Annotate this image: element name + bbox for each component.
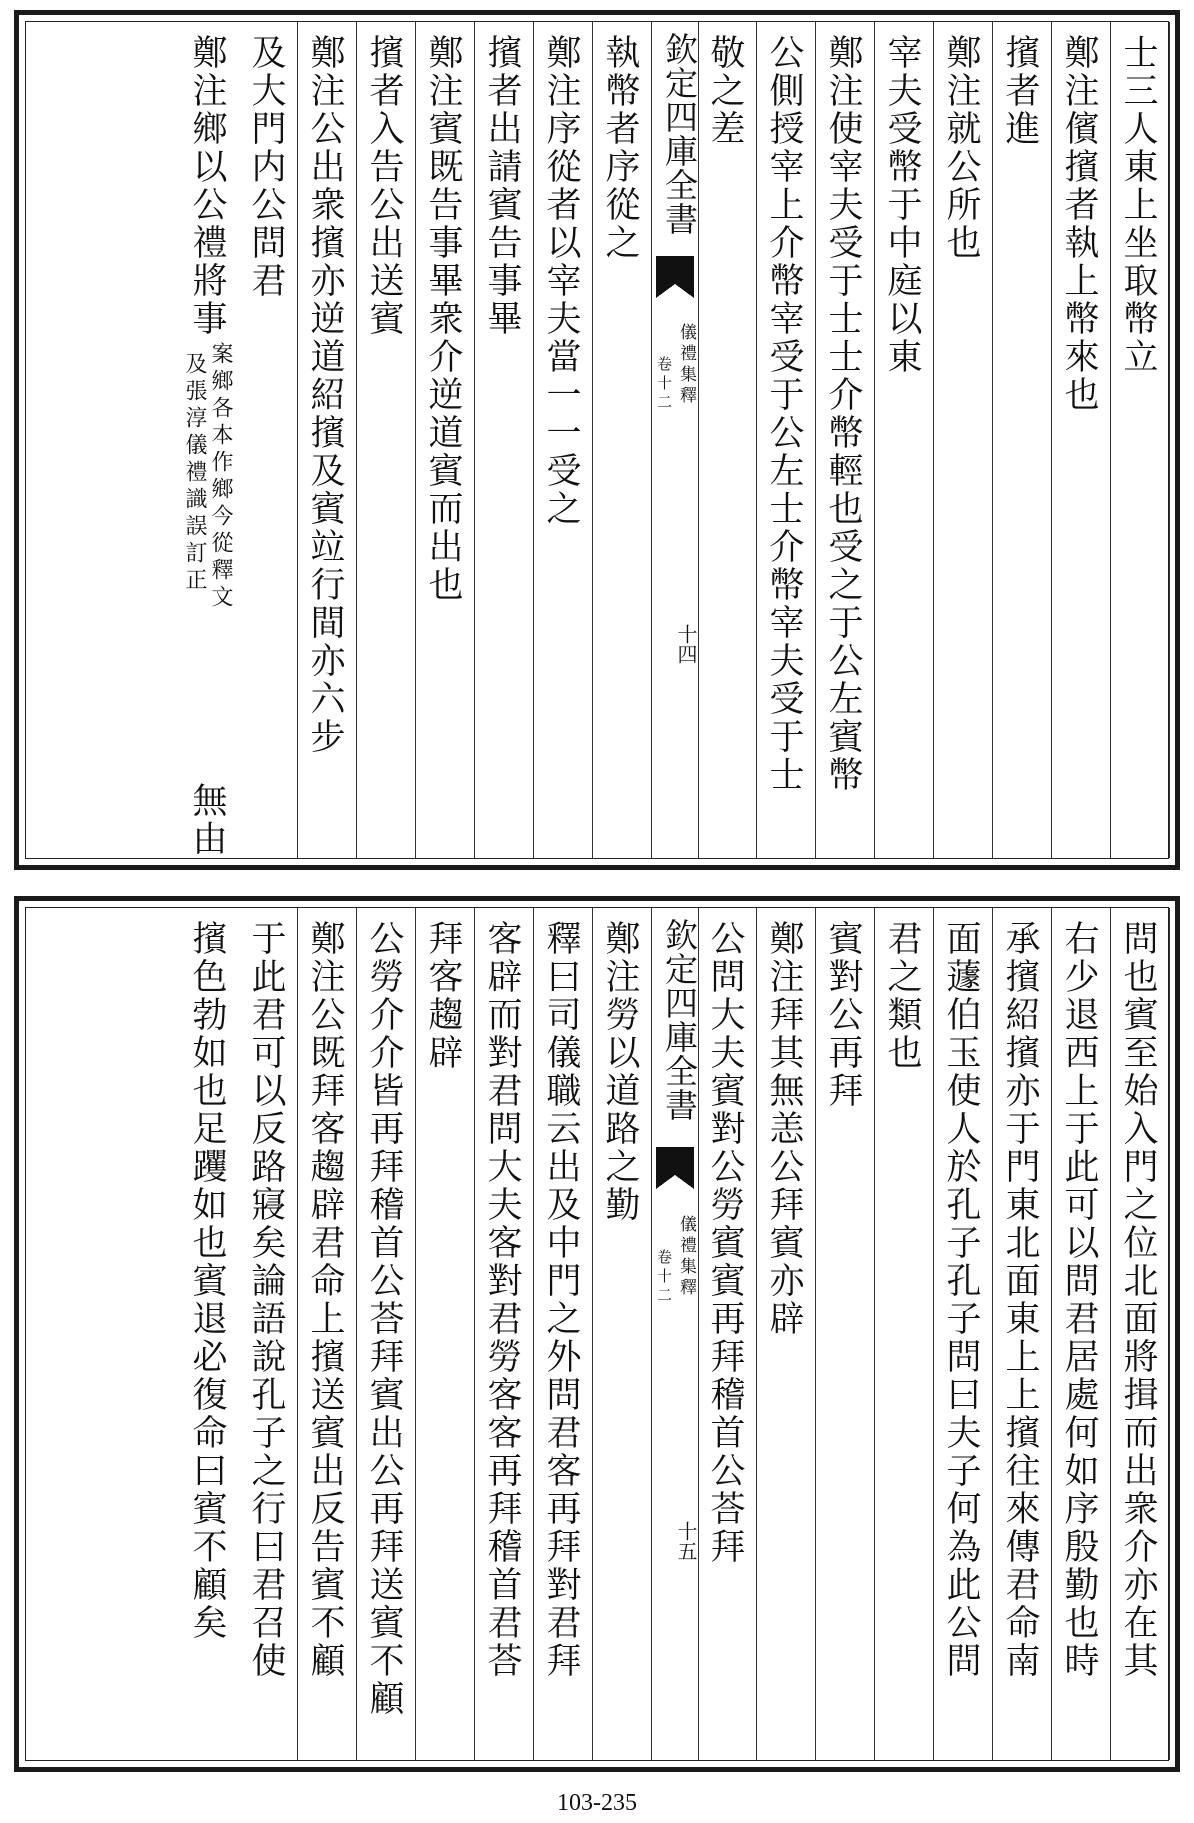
column-text: 無由: [187, 782, 227, 858]
column-text: 宰夫受幣于中庭以東: [882, 34, 922, 376]
fish-tail-mark-icon: [656, 1147, 694, 1175]
text-column: [874, 22, 934, 858]
column-text: 公問大夫賓對公勞賓賓再拜稽首公荅拜: [705, 920, 745, 1566]
column-text: 賓對公再拜: [823, 920, 863, 1110]
text-column: [992, 22, 1052, 858]
fish-tail-mark-icon: [656, 256, 694, 284]
column-text: 鄭注公出衆擯亦逆道紹擯及賓竝行間亦六步: [305, 34, 345, 756]
column-text: 右少退西上于此可以問君居處何如序殷勤也時: [1059, 920, 1099, 1680]
volume-label: 卷十二: [655, 356, 673, 413]
column-text: 執幣者序從之: [600, 34, 640, 262]
text-column: [592, 908, 652, 1760]
upper-page: [14, 10, 1180, 870]
column-text: 鄭注使宰夫受于士士介幣輕也受之于公左賓幣: [823, 34, 863, 794]
column-text: 承擯紹擯亦于門東北面東上上擯往來傳君命南: [1000, 920, 1040, 1680]
text-column: [933, 908, 993, 1760]
column-text: 擯者入告公出送賓: [364, 34, 404, 338]
volume-label: 卷十二: [655, 1249, 673, 1306]
text-column: [815, 22, 875, 858]
column-text: 公勞介介皆再拜稽首公荅拜賓出公再拜送賓不顧: [364, 920, 404, 1718]
text-column: [238, 22, 298, 858]
text-column: [874, 908, 934, 1760]
book-title: 儀禮集釋: [676, 323, 696, 407]
text-column: [815, 908, 875, 1760]
column-text: 釋曰司儀職云出及中門之外問君客再拜對君拜: [541, 920, 581, 1680]
text-column: [238, 908, 298, 1760]
text-column: [992, 908, 1052, 1760]
column-text: 擯者進: [1000, 34, 1040, 148]
collection-title: 欽定四庫全書: [660, 32, 699, 236]
column-text: 君之類也: [882, 920, 922, 1072]
column-text: 敬之差: [705, 34, 745, 148]
leaf-number: 十五: [674, 1521, 698, 1561]
column-text: 客辟而對君問大夫客對君勞客客再拜稽首君荅: [482, 920, 522, 1680]
text-column: [415, 22, 475, 858]
text-column: [179, 908, 238, 1760]
text-column: [474, 22, 534, 858]
column-text: 鄭注就公所也: [941, 34, 981, 262]
annotation-text: 及張淳儀禮識誤訂正: [182, 352, 207, 595]
text-column: [756, 22, 816, 858]
text-column: [697, 22, 757, 858]
column-text: 及大門内公問君: [246, 34, 286, 300]
page-center-column: [651, 908, 699, 1760]
book-title: 儀禮集釋: [676, 1215, 696, 1299]
lower-page-frame: [25, 907, 1169, 1761]
text-column: [297, 908, 357, 1760]
page-number-footer: 103-235: [557, 1790, 637, 1816]
column-text: 公側授宰上介幣宰受于公左士介幣宰夫受于士: [764, 34, 804, 794]
column-text: 拜客趨辟: [423, 920, 463, 1072]
text-column: [933, 22, 993, 858]
column-text: 問也賓至始入門之位北面將揖而出衆介亦在其: [1118, 920, 1158, 1680]
text-column: [356, 908, 416, 1760]
collection-title: 欽定四庫全書: [660, 918, 699, 1122]
text-column: [592, 22, 652, 858]
text-column: [533, 908, 593, 1760]
page-center-column: [651, 22, 699, 858]
column-text: 鄭注序從者以宰夫當一一受之: [541, 34, 581, 528]
column-text: 士三人東上坐取幣立: [1118, 34, 1158, 376]
annotation-text: 案鄉各本作鄉今從釋文: [208, 342, 233, 612]
text-column: [297, 22, 357, 858]
text-column: [756, 908, 816, 1760]
column-text: 鄭注賓既告事畢衆介逆道賓而出也: [423, 34, 463, 604]
column-text: 擯者出請賓告事畢: [482, 34, 522, 338]
leaf-number: 十四: [674, 624, 698, 664]
text-column: [1110, 22, 1170, 858]
lower-page: [14, 896, 1180, 1772]
column-text: 于此君可以反路寢矣論語說孔子之行曰君召使: [246, 920, 286, 1680]
column-text: 擯色勃如也足躩如也賓退必復命曰賓不顧矣: [187, 920, 227, 1642]
column-text: 鄭注勞以道路之勤: [600, 920, 640, 1224]
column-text: 鄭注鄉以公禮將事: [187, 34, 227, 338]
text-column: [1051, 908, 1111, 1760]
text-column: [1110, 908, 1170, 1760]
column-text: 面蘧伯玉使人於孔子孔子問曰夫子何為此公問: [941, 920, 981, 1680]
text-column: [474, 908, 534, 1760]
column-text: 鄭注儐擯者執上幣來也: [1059, 34, 1099, 414]
text-column: [533, 22, 593, 858]
text-column: [179, 22, 238, 858]
text-column: [1051, 22, 1111, 858]
text-column: [697, 908, 757, 1760]
upper-page-frame: [25, 21, 1169, 859]
column-text: 鄭注拜其無恙公拜賓亦辟: [764, 920, 804, 1338]
text-column: [356, 22, 416, 858]
text-column: [415, 908, 475, 1760]
column-text: 鄭注公既拜客趨辟君命上擯送賓出反告賓不顧: [305, 920, 345, 1680]
